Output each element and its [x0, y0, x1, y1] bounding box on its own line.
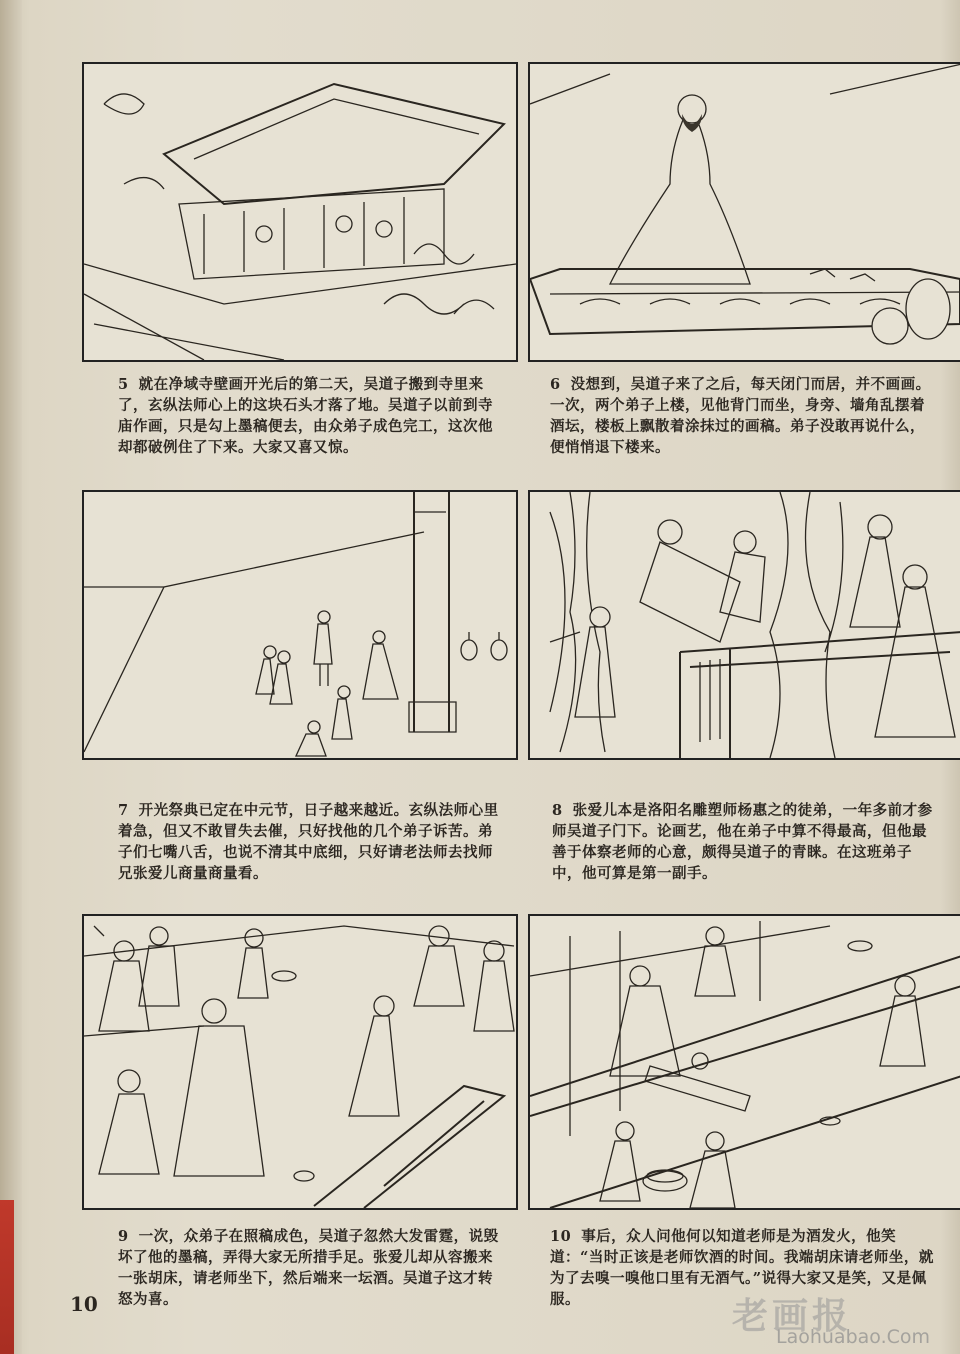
- watermark-logo: 老画报: [732, 1296, 853, 1337]
- caption-6-number: 6: [550, 376, 561, 393]
- caption-6-text: 没想到，吴道子来了之后，每天闭门而居，并不画画。一次，两个弟子上楼，见他背门而坐，身旁、墙角乱摆着酒坛，楼板上飘散着涂抹过的画稿。弟子没敢再说什么，便悄悄退下楼来。: [550, 376, 931, 456]
- watermark-url: Laohuabao.Com: [776, 1326, 931, 1348]
- wall-painting-scene-illustration: [530, 492, 960, 758]
- caption-7: [118, 800, 500, 884]
- cover-edge-strip: [0, 1200, 14, 1354]
- courtyard-disciples-illustration: [84, 492, 516, 758]
- caption-5-number: 5: [118, 376, 129, 393]
- scaffold-scene-illustration: [530, 916, 960, 1208]
- caption-5-text: 就在净域寺壁画开光后的第二天，吴道子搬到寺里来了，玄纵法师心上的这块石头才落了地。吴道子以前到寺庙作画，只是勾上墨稿便去，由众弟子成色完工，这次他却都破例住了下来。大家又喜又惊。: [118, 376, 493, 456]
- caption-9-number: 9: [118, 1228, 129, 1245]
- caption-5: [118, 374, 500, 458]
- caption-8-number: 8: [552, 802, 563, 819]
- caption-9: [118, 1226, 500, 1310]
- caption-8-text: 张爱儿本是洛阳名雕塑师杨惠之的徒弟，一年多前才参师吴道子门下。论画艺，他在弟子中算不得最高，但他最善于体察老师的心意，颇得吴道子的青睐。在这班弟子中，他可算是第一副手。: [552, 802, 933, 882]
- page-fold-edge: [0, 0, 22, 1354]
- panel-2-illustration: [528, 62, 960, 362]
- caption-9-text: 一次，众弟子在照稿成色，吴道子忽然大发雷霆，说毁坏了他的墨稿，弄得大家无所措手足。张爱儿却从容搬来一张胡床，请老师坐下，然后端来一坛酒。吴道子这才转怒为喜。: [118, 1228, 499, 1308]
- panel-4-illustration: [528, 490, 960, 760]
- caption-10-number: 10: [550, 1228, 572, 1245]
- caption-6: [550, 374, 936, 458]
- seated-painter-illustration: [530, 64, 960, 360]
- panel-6-illustration: [528, 914, 960, 1210]
- caption-8: [552, 800, 936, 884]
- panel-5-illustration: [82, 914, 518, 1210]
- temple-hall-illustration: [84, 64, 516, 360]
- caption-7-text: 开光祭典已定在中元节，日子越来越近。玄纵法师心里着急，但又不敢冒失去催，只好找他的几个弟子诉苦。弟子们七嘴八舌，也说不清其中底细，只好请老法师去找师兄张爱儿商量商量看。: [118, 802, 499, 882]
- caption-10-text: 事后，众人问他何以知道老师是为酒发火，他笑道：“当时正该是老师饮酒的时间。我端胡床请老师坐，就为了去嗅一嗅他口里有无酒气。”说得大家又是笑，又是佩服。: [550, 1228, 934, 1308]
- caption-7-number: 7: [118, 802, 129, 819]
- panel-3-illustration: [82, 490, 518, 760]
- page-number: 10: [70, 1292, 98, 1316]
- panel-1-illustration: [82, 62, 518, 362]
- commotion-scene-illustration: [84, 916, 516, 1208]
